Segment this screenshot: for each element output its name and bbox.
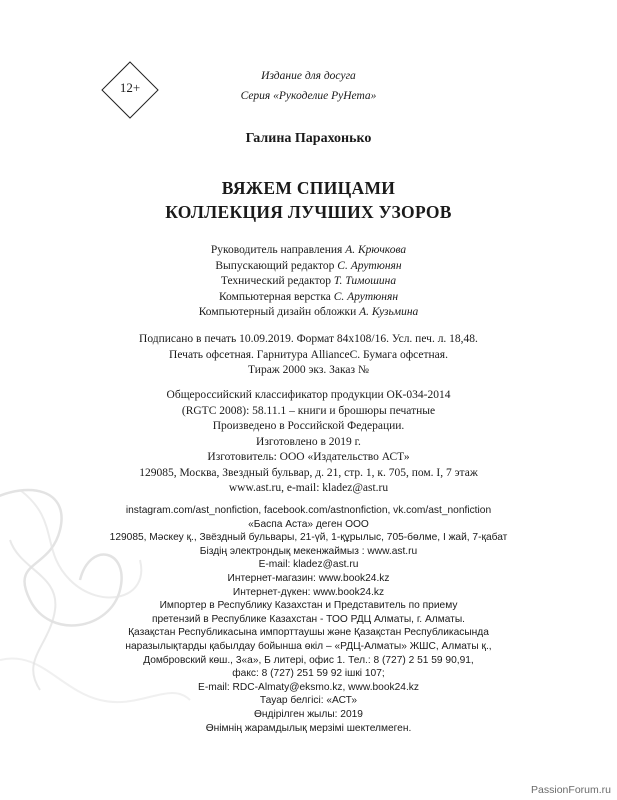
kz-line: Қазақстан Республикасына импорттаушы және Қазақстан Республикасында <box>128 627 489 639</box>
classification-line: Общероссийский классификатор продукции ОК-034-2014 <box>166 389 451 401</box>
author-name: Галина Парахонько <box>245 131 372 146</box>
kz-line: Импортер в Республику Казахстан и Представитель по приему <box>159 600 458 612</box>
kz-line: «Баспа Аста» деген ООО <box>248 518 369 530</box>
credit-line: Компьютерный дизайн обложки А. Кузьмина <box>198 306 419 318</box>
kz-line: Тауар белгісі: «АСТ» <box>259 695 358 707</box>
print-info-block <box>0 332 617 379</box>
series-name: Серия «Рукоделие РуНета» <box>240 90 377 102</box>
credit-line: Руководитель направления А. Крючкова <box>210 244 407 256</box>
book-title-line2: КОЛЛЕКЦИЯ ЛУЧШИХ УЗОРОВ <box>165 202 452 222</box>
credits-block <box>0 243 617 321</box>
imprint-header <box>0 66 617 106</box>
kz-line: Интернет-магазин: www.book24.kz <box>227 572 390 584</box>
age-rating-label: 12+ <box>119 80 141 95</box>
kz-line: Интернет-дүкен: www.book24.kz <box>232 586 385 598</box>
kz-line: претензий в Республике Казахстан - ТОО РДЦ Алматы, г. Алматы. <box>152 613 465 625</box>
site-watermark: PassionForum.ru <box>531 784 611 796</box>
book-title <box>0 176 617 224</box>
classification-line: Изготовитель: ООО «Издательство АСТ» <box>207 451 410 463</box>
classification-line: www.ast.ru, e-mail: kladez@ast.ru <box>228 482 389 494</box>
kz-line: Өндірілген жылы: 2019 <box>254 708 363 720</box>
classification-block <box>0 388 617 497</box>
edition-type: Издание для досуга <box>261 70 356 82</box>
classification-line: 129085, Москва, Звездный бульвар, д. 21, стр. 1, к. 705, пом. I, 7 этаж <box>139 466 478 479</box>
kz-line: Домбровский көш., 3«а», Б литері, офис 1. Тел.: 8 (727) 2 51 59 90,91, <box>143 654 474 666</box>
kz-line: Біздің электрондық мекенжаймыз : www.ast.ru <box>199 545 418 557</box>
kz-line: Өнімнің жарамдылық мерзімі шектелмеген. <box>205 722 412 734</box>
kz-line: 129085, Мәскеу қ., Звёздный бульвары, 21-үй, 1-құрылыс, 705-бөлме, I жай, 7-қабат <box>109 532 508 544</box>
classification-line: Произведено в Российской Федерации. <box>212 420 405 432</box>
kazakhstan-import-block <box>0 504 617 735</box>
kz-line: факс: 8 (727) 251 59 92 ішкі 107; <box>232 668 385 680</box>
kz-line: наразылықтарды қабылдау бойынша өкіл – «РДЦ-Алматы» ЖШС, Алматы қ., <box>125 640 492 652</box>
book-title-line1: ВЯЖЕМ СПИЦАМИ <box>221 178 396 198</box>
print-info-line: Подписано в печать 10.09.2019. Формат 84x108/16. Усл. печ. л. 18,48. <box>139 333 478 345</box>
classification-line: (RGTC 2008): 58.11.1 – книги и брошюры печатные <box>181 404 436 417</box>
credit-line: Выпускающий редактор С. Арутюнян <box>215 259 402 272</box>
credit-line: Компьютерная верстка С. Арутюнян <box>218 290 399 303</box>
kz-line: E-mail: RDC-Almaty@eksmo.kz, www.book24.kz <box>198 681 419 693</box>
social-links-line: instagram.com/ast_nonfiction, facebook.com/astnonfiction, vk.com/ast_nonfiction <box>125 505 492 516</box>
credit-line: Технический редактор Т. Тимошина <box>220 275 397 287</box>
print-info-line: Печать офсетная. Гарнитура AllianceC. Бумага офсетная. <box>169 348 448 361</box>
print-info-line: Тираж 2000 экз. Заказ № <box>248 364 369 376</box>
kz-line: E-mail: kladez@ast.ru <box>258 559 359 571</box>
classification-line: Изготовлено в 2019 г. <box>256 435 361 448</box>
